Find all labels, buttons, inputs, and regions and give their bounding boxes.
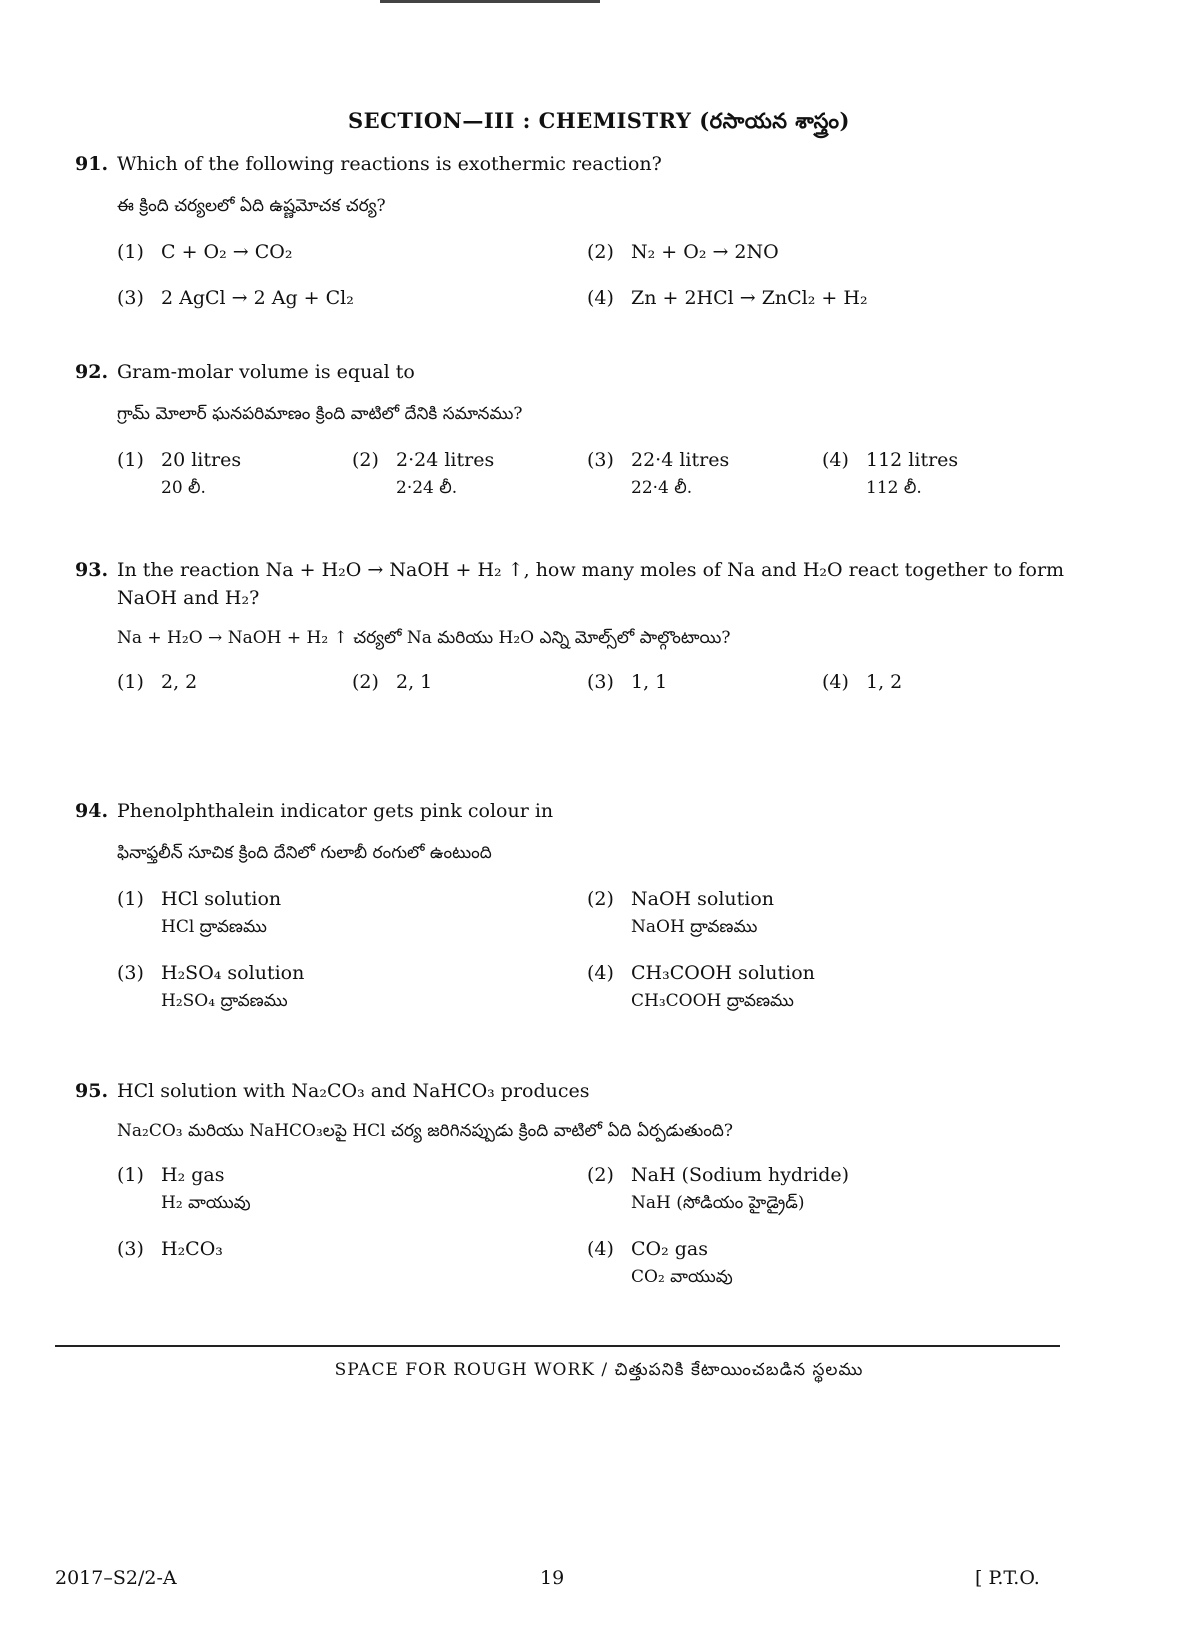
question-number: 94. [75, 800, 109, 822]
option-text: 2·24 litres [396, 449, 495, 471]
question-text: Phenolphthalein indicator gets pink colour in [117, 800, 554, 822]
option-text: 1, 2 [866, 671, 903, 693]
question-number: 95. [75, 1080, 109, 1102]
option-label: (2) [352, 449, 379, 471]
option-label: (2) [587, 888, 614, 910]
option-3[interactable] [117, 284, 587, 312]
options [117, 238, 1065, 312]
option-1[interactable] [117, 1161, 587, 1217]
option-text: 22·4 litres [631, 449, 730, 471]
option-text-te: 20 లీ. [161, 478, 206, 498]
option-label: (1) [117, 241, 144, 263]
option-label: (3) [117, 1238, 144, 1260]
question-94 [75, 797, 1065, 1015]
option-label: (4) [822, 671, 849, 693]
question-text-te: ఈ క్రింది చర్యలలో ఏది ఉష్ణమోచక చర్య? [117, 196, 386, 216]
option-text: C + O₂ → CO₂ [161, 241, 293, 263]
option-2[interactable] [587, 1161, 1057, 1217]
option-label: (2) [352, 671, 379, 693]
option-label: (4) [587, 287, 614, 309]
option-4[interactable] [587, 284, 1057, 312]
option-4[interactable] [587, 1235, 1057, 1291]
option-text: 20 litres [161, 449, 242, 471]
options [117, 668, 1065, 696]
option-text: H₂ gas [161, 1164, 225, 1186]
option-text: 1, 1 [631, 671, 668, 693]
option-2[interactable] [352, 446, 587, 502]
option-text: H₂CO₃ [161, 1238, 223, 1260]
option-4[interactable] [587, 959, 1057, 1015]
option-4[interactable] [822, 446, 1057, 502]
option-2[interactable] [587, 885, 1057, 941]
option-label: (3) [117, 962, 144, 984]
question-text: Which of the following reactions is exothermic reaction? [117, 153, 662, 175]
option-label: (1) [117, 1164, 144, 1186]
options [117, 885, 1065, 1015]
option-1[interactable] [117, 668, 352, 696]
option-3[interactable] [117, 959, 587, 1015]
question-92 [75, 358, 1065, 502]
question-95 [75, 1077, 1065, 1291]
option-text-te: HCl ద్రావణము [161, 917, 267, 937]
option-text: NaOH solution [631, 888, 775, 910]
option-1[interactable] [117, 885, 587, 941]
section-title [0, 108, 1198, 139]
option-3[interactable] [117, 1235, 587, 1291]
option-text: NaH (Sodium hydride) [631, 1164, 850, 1186]
option-text: 112 litres [866, 449, 959, 471]
pto-label: [ P.T.O. [975, 1567, 1040, 1589]
option-text: Zn + 2HCl → ZnCl₂ + H₂ [631, 287, 868, 309]
option-label: (3) [587, 449, 614, 471]
rough-work-label: SPACE FOR ROUGH WORK / చిత్తుపనికి కేటాయించబడిన స్థలము [334, 1360, 864, 1380]
question-number: 93. [75, 559, 109, 581]
top-edge-line [380, 0, 600, 3]
option-label: (4) [587, 962, 614, 984]
option-label: (1) [117, 449, 144, 471]
question-text-te: ఫినాఫ్తలీన్ సూచిక క్రింది దేనిలో గులాబీ రంగులో ఉంటుంది [117, 843, 492, 863]
option-text-te: CH₃COOH ద్రావణము [631, 991, 794, 1011]
question-number: 92. [75, 361, 109, 383]
section-title-en: SECTION—III : CHEMISTRY [348, 108, 692, 133]
page-number: 19 [540, 1567, 565, 1589]
option-2[interactable] [352, 668, 587, 696]
option-text-te: CO₂ వాయువు [631, 1267, 733, 1287]
question-text-te: గ్రామ్ మోలార్ ఘనపరిమాణం క్రింది వాటిలో దేనికి సమానము? [117, 404, 523, 424]
option-label: (1) [117, 671, 144, 693]
option-label: (2) [587, 1164, 614, 1186]
section-title-te: (రసాయన శాస్త్రం) [699, 108, 850, 133]
question-text: In the reaction Na + H₂O → NaOH + H₂ ↑, how many moles of Na and H₂O react together to form NaOH and H₂? [117, 559, 1065, 609]
option-text-te: NaH (సోడియం హైడ్రైడ్) [631, 1193, 805, 1213]
option-text-te: NaOH ద్రావణము [631, 917, 758, 937]
option-text: CH₃COOH solution [631, 962, 815, 984]
question-91 [75, 150, 1065, 312]
question-text-te: Na + H₂O → NaOH + H₂ ↑ చర్యలో Na మరియు H₂O ఎన్ని మోల్స్‌లో పాల్గొంటాయి? [117, 628, 731, 648]
question-text-te: Na₂CO₃ మరియు NaHCO₃లపై HCl చర్య జరిగినప్పుడు క్రింది వాటిలో ఏది ఏర్పడుతుంది? [117, 1121, 733, 1141]
option-label: (1) [117, 888, 144, 910]
options [117, 446, 1065, 502]
option-text: 2, 2 [161, 671, 198, 693]
option-label: (4) [587, 1238, 614, 1260]
option-text-te: 112 లీ. [866, 478, 922, 498]
option-label: (2) [587, 241, 614, 263]
divider-rule [55, 1345, 1060, 1347]
option-label: (4) [822, 449, 849, 471]
option-text-te: H₂ వాయువు [161, 1193, 251, 1213]
option-3[interactable] [587, 446, 822, 502]
question-text: Gram-molar volume is equal to [117, 361, 415, 383]
option-text: 2 AgCl → 2 Ag + Cl₂ [161, 287, 354, 309]
option-text: CO₂ gas [631, 1238, 709, 1260]
paper-code: 2017–S2/2-A [55, 1567, 177, 1589]
option-1[interactable] [117, 238, 587, 266]
option-text: H₂SO₄ solution [161, 962, 305, 984]
option-1[interactable] [117, 446, 352, 502]
option-2[interactable] [587, 238, 1057, 266]
option-3[interactable] [587, 668, 822, 696]
question-text: HCl solution with Na₂CO₃ and NaHCO₃ produces [117, 1080, 590, 1102]
option-text: HCl solution [161, 888, 282, 910]
option-text-te: 2·24 లీ. [396, 478, 458, 498]
question-93 [75, 556, 1065, 696]
option-text: 2, 1 [396, 671, 433, 693]
options [117, 1161, 1065, 1291]
option-text: N₂ + O₂ → 2NO [631, 241, 779, 263]
option-text-te: 22·4 లీ. [631, 478, 693, 498]
option-label: (3) [587, 671, 614, 693]
option-label: (3) [117, 287, 144, 309]
option-4[interactable] [822, 668, 1057, 696]
option-text-te: H₂SO₄ ద్రావణము [161, 991, 288, 1011]
question-number: 91. [75, 153, 109, 175]
